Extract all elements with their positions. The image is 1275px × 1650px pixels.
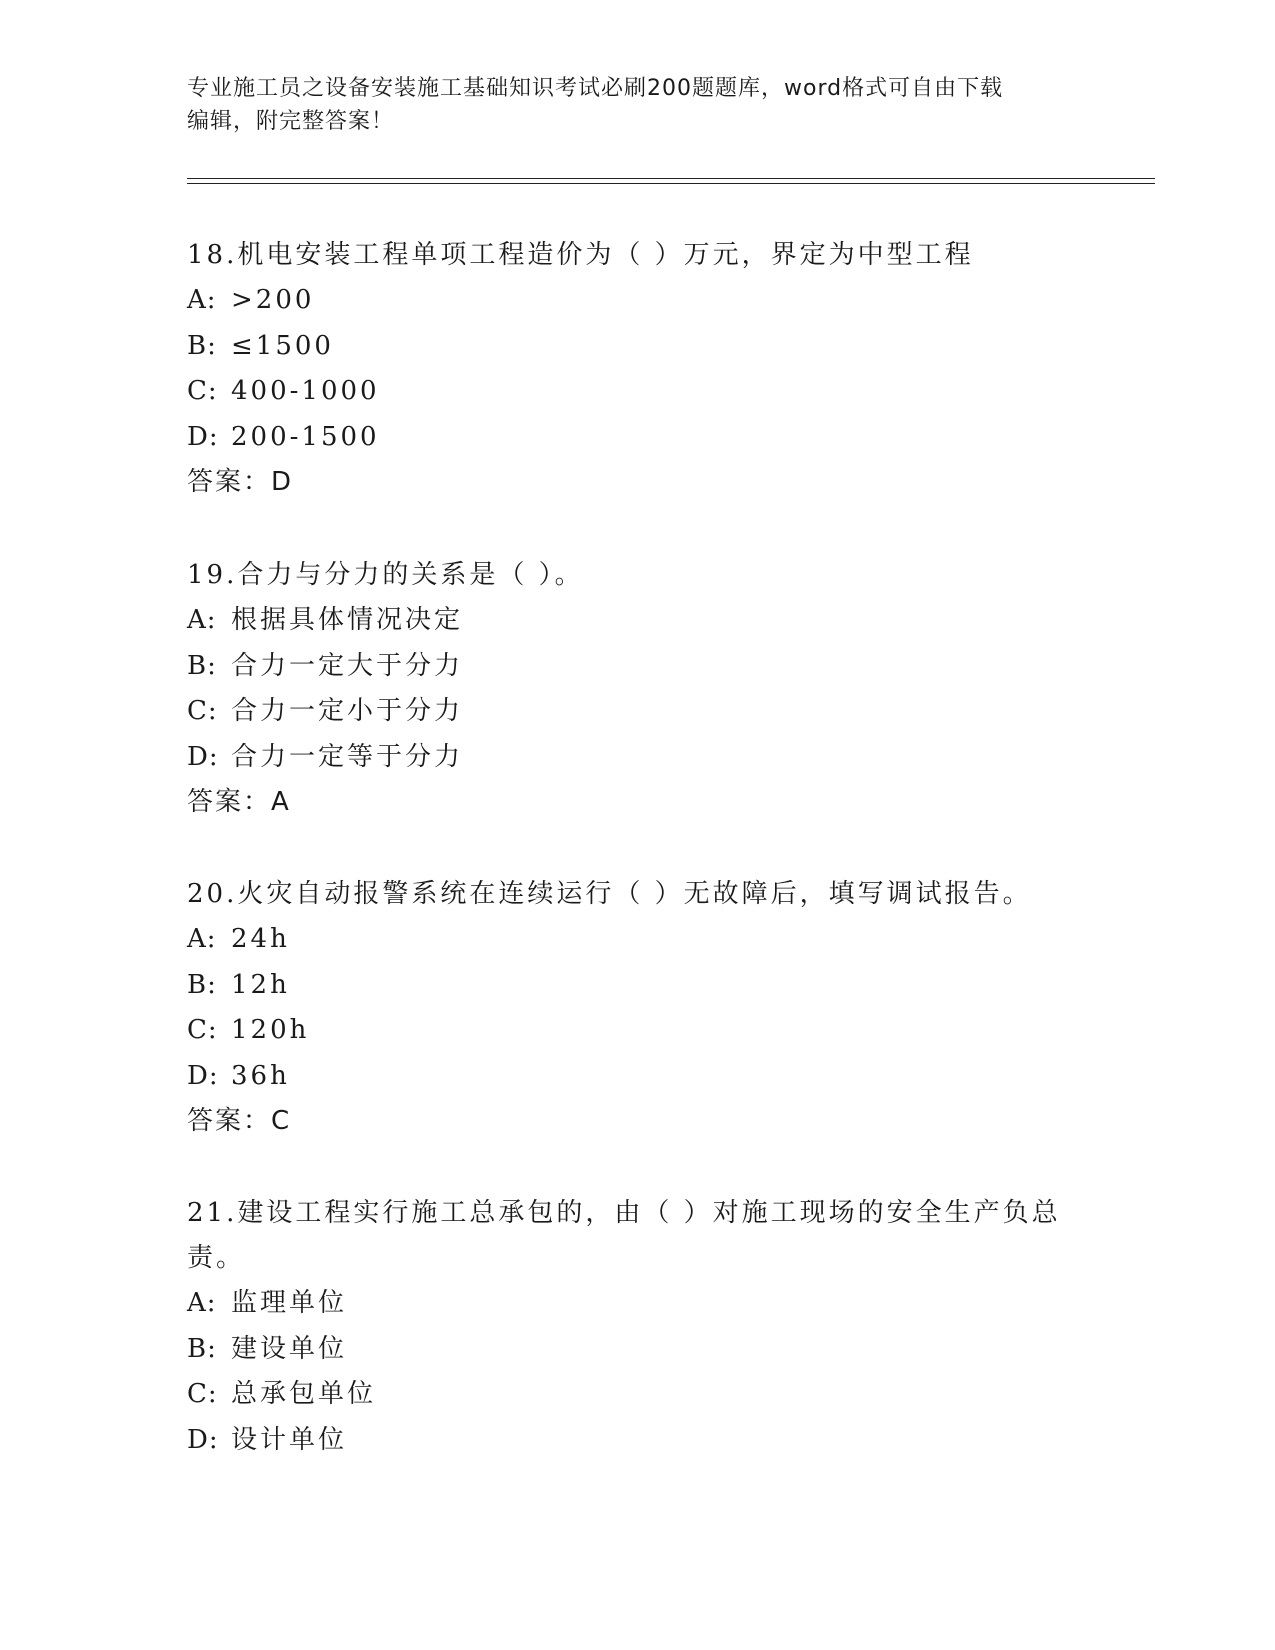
answer-line: 答案：C — [187, 1106, 292, 1136]
question-text: 18.机电安装工程单项工程造价为（ ）万元，界定为中型工程 — [187, 240, 974, 270]
option-letter: D: — [187, 1424, 219, 1455]
question-text: 21.建设工程实行施工总承包的，由（ ）对施工现场的安全生产负总责。 — [187, 1198, 1061, 1273]
answer-line: 答案：D — [187, 467, 294, 497]
option-text: 24h — [231, 924, 290, 954]
option-text: 监理单位 — [231, 1288, 348, 1318]
question-21 — [187, 1191, 1067, 1463]
option-c — [187, 689, 1067, 735]
header-divider-bottom — [187, 183, 1155, 184]
option-letter: D: — [187, 1060, 219, 1091]
option-c — [187, 1372, 1067, 1418]
option-c — [187, 369, 1067, 415]
option-text: 设计单位 — [231, 1424, 348, 1455]
option-text: 36h — [231, 1060, 290, 1091]
option-text: >200 — [231, 285, 315, 315]
option-d — [187, 1418, 1067, 1464]
option-d — [187, 1054, 1067, 1100]
question-19 — [187, 553, 1067, 825]
option-text: 200-1500 — [231, 421, 380, 452]
option-b — [187, 1327, 1067, 1373]
option-text: 120h — [231, 1015, 310, 1045]
option-text: 400-1000 — [231, 376, 380, 406]
option-letter: D: — [187, 421, 219, 452]
option-text: 合力一定等于分力 — [231, 741, 464, 772]
option-a — [187, 278, 1067, 324]
document-header — [187, 72, 1067, 138]
option-d — [187, 735, 1067, 781]
option-d — [187, 415, 1067, 461]
option-b — [187, 324, 1067, 370]
header-line-1: 专业施工员之设备安装施工基础知识考试必刷200题题库，word格式可自由下载 — [187, 76, 1004, 101]
option-c — [187, 1008, 1067, 1054]
option-text: ≤1500 — [231, 330, 334, 361]
option-a — [187, 917, 1067, 963]
option-letter: B: — [187, 330, 217, 361]
option-text: 合力一定小于分力 — [231, 696, 464, 726]
option-text: 根据具体情况决定 — [231, 605, 464, 635]
option-letter: B: — [187, 650, 217, 681]
option-letter: C: — [187, 1379, 218, 1409]
option-letter: B: — [187, 1333, 217, 1364]
option-letter: C: — [187, 696, 218, 726]
option-text: 建设单位 — [231, 1333, 348, 1364]
option-a — [187, 1281, 1067, 1327]
option-letter: D: — [187, 741, 219, 772]
header-line-2: 编辑，附完整答案！ — [187, 109, 395, 134]
question-20 — [187, 872, 1067, 1144]
question-18 — [187, 233, 1067, 505]
header-divider-top — [187, 178, 1155, 179]
option-letter: A: — [187, 605, 217, 635]
question-text: 19.合力与分力的关系是（ ）。 — [187, 560, 584, 590]
option-text: 合力一定大于分力 — [231, 650, 464, 681]
option-letter: A: — [187, 285, 217, 315]
option-letter: C: — [187, 376, 218, 406]
option-letter: A: — [187, 1288, 217, 1318]
option-b — [187, 644, 1067, 690]
option-text: 12h — [231, 969, 290, 1000]
option-letter: A: — [187, 924, 217, 954]
option-a — [187, 598, 1067, 644]
answer-line: 答案：A — [187, 787, 291, 817]
option-text: 总承包单位 — [231, 1379, 377, 1409]
question-text: 20.火灾自动报警系统在连续运行（ ）无故障后，填写调试报告。 — [187, 879, 1032, 909]
option-b — [187, 963, 1067, 1009]
option-letter: B: — [187, 969, 217, 1000]
option-letter: C: — [187, 1015, 218, 1045]
